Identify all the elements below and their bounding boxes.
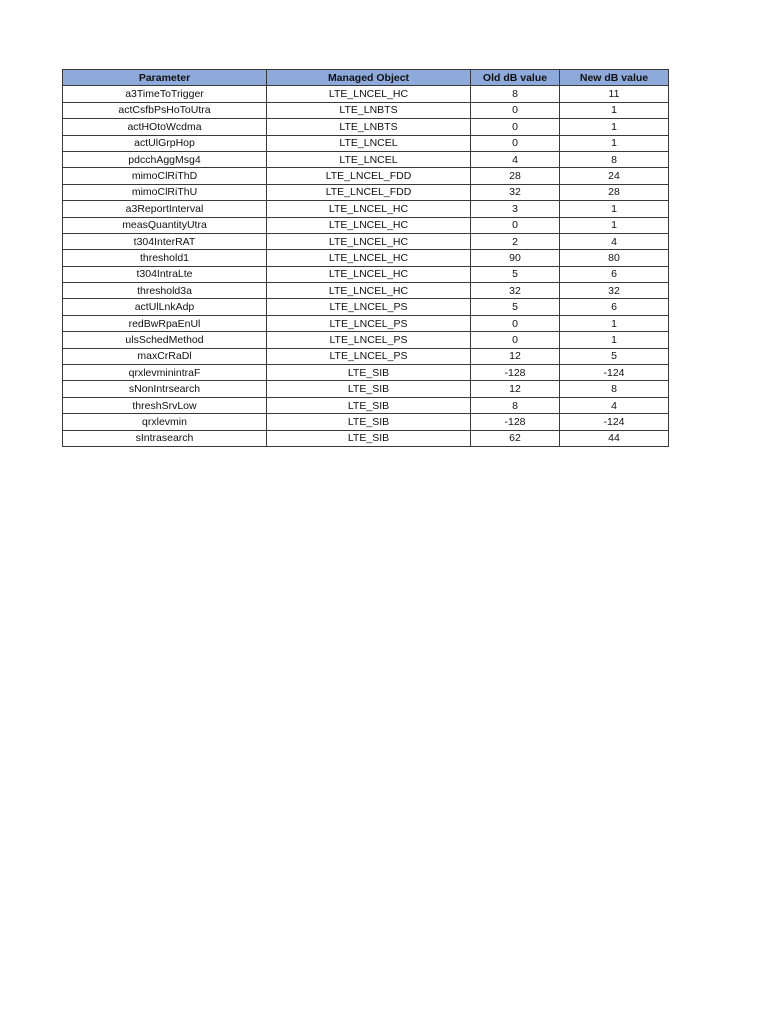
header-row bbox=[63, 70, 669, 86]
managed-object-cell: LTE_LNBTS bbox=[267, 102, 471, 118]
new-db-value-cell: 4 bbox=[560, 397, 669, 413]
parameter-cell: redBwRpaEnUl bbox=[63, 315, 267, 331]
new-db-value-cell: 11 bbox=[560, 86, 669, 102]
parameter-cell: a3ReportInterval bbox=[63, 201, 267, 217]
new-db-value-cell: 28 bbox=[560, 184, 669, 200]
parameter-cell: t304IntraLte bbox=[63, 266, 267, 282]
managed-object-cell: LTE_LNCEL_HC bbox=[267, 266, 471, 282]
managed-object-cell: LTE_LNCEL_HC bbox=[267, 233, 471, 249]
table-row bbox=[63, 151, 669, 167]
managed-object-cell: LTE_SIB bbox=[267, 365, 471, 381]
old-db-value-cell: 5 bbox=[471, 266, 560, 282]
new-db-value-cell: 6 bbox=[560, 299, 669, 315]
parameter-cell: sNonIntrsearch bbox=[63, 381, 267, 397]
parameter-table bbox=[62, 69, 669, 447]
new-db-value-cell: 1 bbox=[560, 201, 669, 217]
old-db-value-cell: -128 bbox=[471, 414, 560, 430]
old-db-value-cell: 2 bbox=[471, 233, 560, 249]
managed-object-cell: LTE_LNCEL_PS bbox=[267, 348, 471, 364]
managed-object-cell: LTE_SIB bbox=[267, 430, 471, 446]
header-old-db-value: Old dB value bbox=[471, 70, 560, 86]
managed-object-cell: LTE_LNCEL bbox=[267, 151, 471, 167]
parameter-cell: actHOtoWcdma bbox=[63, 119, 267, 135]
table-row bbox=[63, 283, 669, 299]
managed-object-cell: LTE_LNCEL_HC bbox=[267, 217, 471, 233]
header-parameter: Parameter bbox=[63, 70, 267, 86]
new-db-value-cell: -124 bbox=[560, 365, 669, 381]
table-row bbox=[63, 414, 669, 430]
table-row bbox=[63, 201, 669, 217]
parameter-cell: mimoClRiThD bbox=[63, 168, 267, 184]
old-db-value-cell: 8 bbox=[471, 86, 560, 102]
new-db-value-cell: 44 bbox=[560, 430, 669, 446]
managed-object-cell: LTE_SIB bbox=[267, 397, 471, 413]
new-db-value-cell: 1 bbox=[560, 217, 669, 233]
table-row bbox=[63, 266, 669, 282]
managed-object-cell: LTE_SIB bbox=[267, 381, 471, 397]
new-db-value-cell: -124 bbox=[560, 414, 669, 430]
parameter-cell: threshold1 bbox=[63, 250, 267, 266]
old-db-value-cell: 3 bbox=[471, 201, 560, 217]
old-db-value-cell: 62 bbox=[471, 430, 560, 446]
new-db-value-cell: 5 bbox=[560, 348, 669, 364]
new-db-value-cell: 1 bbox=[560, 135, 669, 151]
parameter-cell: actUlGrpHop bbox=[63, 135, 267, 151]
table-row bbox=[63, 233, 669, 249]
new-db-value-cell: 1 bbox=[560, 332, 669, 348]
old-db-value-cell: 0 bbox=[471, 119, 560, 135]
managed-object-cell: LTE_SIB bbox=[267, 414, 471, 430]
table-body bbox=[63, 86, 669, 447]
new-db-value-cell: 1 bbox=[560, 119, 669, 135]
old-db-value-cell: 0 bbox=[471, 315, 560, 331]
table-row bbox=[63, 315, 669, 331]
table-row bbox=[63, 250, 669, 266]
table-row bbox=[63, 86, 669, 102]
parameter-cell: actCsfbPsHoToUtra bbox=[63, 102, 267, 118]
table-row bbox=[63, 365, 669, 381]
new-db-value-cell: 1 bbox=[560, 315, 669, 331]
new-db-value-cell: 32 bbox=[560, 283, 669, 299]
managed-object-cell: LTE_LNCEL_FDD bbox=[267, 184, 471, 200]
new-db-value-cell: 4 bbox=[560, 233, 669, 249]
parameter-cell: threshold3a bbox=[63, 283, 267, 299]
parameter-cell: t304InterRAT bbox=[63, 233, 267, 249]
old-db-value-cell: 32 bbox=[471, 283, 560, 299]
old-db-value-cell: 0 bbox=[471, 135, 560, 151]
parameter-cell: threshSrvLow bbox=[63, 397, 267, 413]
old-db-value-cell: 28 bbox=[471, 168, 560, 184]
parameter-cell: ulsSchedMethod bbox=[63, 332, 267, 348]
new-db-value-cell: 8 bbox=[560, 151, 669, 167]
table-row bbox=[63, 332, 669, 348]
old-db-value-cell: 90 bbox=[471, 250, 560, 266]
table-row bbox=[63, 299, 669, 315]
parameter-cell: sIntrasearch bbox=[63, 430, 267, 446]
new-db-value-cell: 8 bbox=[560, 381, 669, 397]
old-db-value-cell: 4 bbox=[471, 151, 560, 167]
managed-object-cell: LTE_LNCEL_PS bbox=[267, 315, 471, 331]
table-row bbox=[63, 135, 669, 151]
parameter-cell: actUlLnkAdp bbox=[63, 299, 267, 315]
table-row bbox=[63, 397, 669, 413]
parameter-cell: maxCrRaDl bbox=[63, 348, 267, 364]
old-db-value-cell: 8 bbox=[471, 397, 560, 413]
old-db-value-cell: -128 bbox=[471, 365, 560, 381]
old-db-value-cell: 5 bbox=[471, 299, 560, 315]
managed-object-cell: LTE_LNCEL bbox=[267, 135, 471, 151]
table-header bbox=[63, 70, 669, 86]
table-row bbox=[63, 168, 669, 184]
new-db-value-cell: 6 bbox=[560, 266, 669, 282]
old-db-value-cell: 0 bbox=[471, 332, 560, 348]
table-row bbox=[63, 119, 669, 135]
parameter-cell: qrxlevmin bbox=[63, 414, 267, 430]
table-row bbox=[63, 430, 669, 446]
header-new-db-value: New dB value bbox=[560, 70, 669, 86]
new-db-value-cell: 1 bbox=[560, 102, 669, 118]
managed-object-cell: LTE_LNCEL_HC bbox=[267, 201, 471, 217]
parameter-cell: pdcchAggMsg4 bbox=[63, 151, 267, 167]
parameter-cell: mimoClRiThU bbox=[63, 184, 267, 200]
managed-object-cell: LTE_LNCEL_PS bbox=[267, 299, 471, 315]
managed-object-cell: LTE_LNBTS bbox=[267, 119, 471, 135]
header-managed-object: Managed Object bbox=[267, 70, 471, 86]
old-db-value-cell: 12 bbox=[471, 381, 560, 397]
parameter-cell: measQuantityUtra bbox=[63, 217, 267, 233]
table-row bbox=[63, 381, 669, 397]
managed-object-cell: LTE_LNCEL_PS bbox=[267, 332, 471, 348]
parameter-cell: a3TimeToTrigger bbox=[63, 86, 267, 102]
table-row bbox=[63, 348, 669, 364]
managed-object-cell: LTE_LNCEL_HC bbox=[267, 283, 471, 299]
old-db-value-cell: 32 bbox=[471, 184, 560, 200]
managed-object-cell: LTE_LNCEL_HC bbox=[267, 86, 471, 102]
table-row bbox=[63, 102, 669, 118]
parameter-cell: qrxlevminintraF bbox=[63, 365, 267, 381]
managed-object-cell: LTE_LNCEL_FDD bbox=[267, 168, 471, 184]
old-db-value-cell: 12 bbox=[471, 348, 560, 364]
old-db-value-cell: 0 bbox=[471, 102, 560, 118]
managed-object-cell: LTE_LNCEL_HC bbox=[267, 250, 471, 266]
new-db-value-cell: 24 bbox=[560, 168, 669, 184]
table-row bbox=[63, 184, 669, 200]
table-row bbox=[63, 217, 669, 233]
new-db-value-cell: 80 bbox=[560, 250, 669, 266]
old-db-value-cell: 0 bbox=[471, 217, 560, 233]
